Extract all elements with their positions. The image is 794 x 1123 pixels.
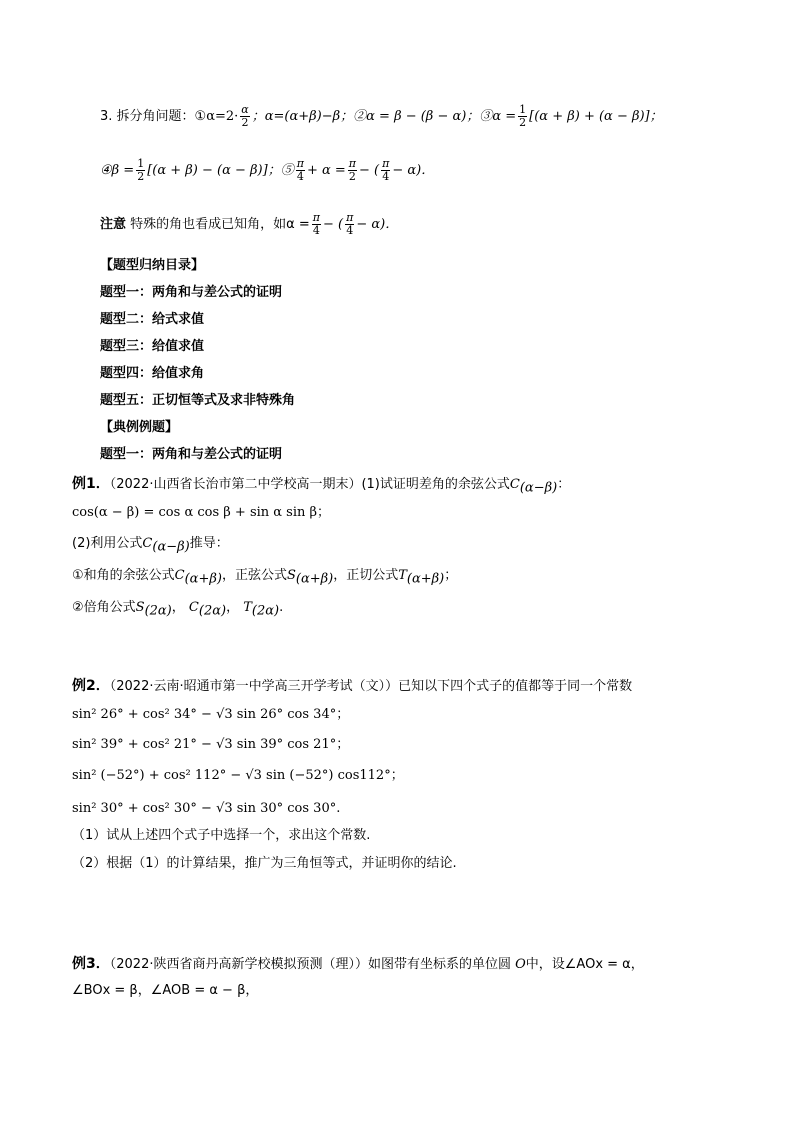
example-1-label: 例1． [72,476,110,492]
fraction: $\frac{\pi}{4}$ [312,211,320,237]
note-label: 注意 [100,217,127,232]
formula-part: ④β = [100,163,135,178]
fraction: $\frac{\pi}{4}$ [382,157,390,183]
formula-part: − α)． [392,163,435,178]
note-line [100,212,398,237]
formula-part: ；α=(α+β)−β；②α = β − (β − α)；③α = [251,109,517,124]
example-2-question-2: （2）根据（1）的计算结果，推广为三角恒等式，并证明你的结论. [72,856,457,871]
example-2-formula-4: sin² 30° + cos² 30° − √3 sin 30° cos 30°. [72,801,341,816]
catalog-item-5: 题型五：正切恒等式及求非特殊角 [100,393,296,408]
examples-first-type: 题型一：两角和与差公式的证明 [100,447,283,462]
catalog-item-4: 题型四：给值求角 [100,366,205,381]
catalog-item-3: 题型三：给值求值 [100,339,205,354]
split-angle-line-1 [100,104,663,129]
example-3-line-2: ∠BOx = β，∠AOB = α − β， [72,983,259,998]
example-2-question-1: （1）试从上述四个式子中选择一个，求出这个常数. [72,828,371,843]
catalog-item-2: 题型二：给式求值 [100,312,205,327]
example-2-formula-2: sin² 39° + cos² 21° − √3 sin 39° cos 21°； [72,737,350,752]
example-2-source: （2022·云南·昭通市第一中学高三开学考试（文））已知以下四个式子的值都等于同一个常数 [109,679,633,694]
example-1-part2: (2)利用公式$C_{(\alpha-\beta)}$推导： [72,536,229,555]
fraction: $\frac{1}{2}$ [137,157,145,183]
formula-part: − ( [323,217,344,232]
catalog-header: 【题型归纳目录】 [100,258,205,273]
note-text: 特殊的角也看成已知角，如α = [130,217,310,232]
fraction: $\frac{\alpha}{2}$ [241,103,249,129]
example-3-header: 例3．（2022·陕西省商丹高新学校模拟预测（理））如图带有坐标系的单位圆 O中，设∠AOx = α， [72,956,644,972]
fraction: $\frac{\pi}{4}$ [296,157,304,183]
fraction: $\frac{\pi}{4}$ [346,211,354,237]
example-2-formula-3: sin² (−52°) + cos² 112° − √3 sin (−52°) cos112°； [72,768,404,783]
example-1-double-angle: ②倍角公式$S_{(2\alpha)}$， $C_{(2\alpha)}$， $T_{(2\alpha)}$. [72,600,284,619]
formula-part: [(α + β) − (α − β)]；⑤ [147,163,294,178]
example-2-label: 例2． [72,678,110,694]
example-3-label: 例3． [72,956,110,972]
formula-part: + α = [306,163,346,178]
example-2-header [72,677,632,696]
split-angle-label: 3. 拆分角问题： [100,109,195,124]
example-1-header: 例1．（2022·山西省长治市第二中学校高一期末）(1)试证明差角的余弦公式$C_{(\alpha-\beta)}$： [72,476,571,496]
fraction: $\frac{\pi}{2}$ [348,157,357,183]
split-angle-line-2 [100,158,434,183]
formula-part: − α)． [356,217,399,232]
example-3-source: （2022·陕西省商丹高新学校模拟预测（理））如图带有坐标系的单位圆 [109,957,511,972]
formula-part: [(α + β) + (α − β)]； [529,109,663,124]
example-1-sum-formulas: ①和角的余弦公式$C_{(\alpha+\beta)}$，正弦公式$S_{(\alpha+\beta)}$，正切公式$T_{(\alpha+\beta)}$； [72,568,458,587]
examples-header: 【典例例题】 [100,420,179,435]
catalog-item-1: 题型一：两角和与差公式的证明 [100,285,283,300]
example-2-formula-1: sin² 26° + cos² 34° − √3 sin 26° cos 34°； [72,707,350,722]
formula-part: ①α=2· [194,109,239,124]
fraction: $\frac{1}{2}$ [519,103,527,129]
example-1-source: （2022·山西省长治市第二中学校高一期末）(1)试证明差角的余弦公式 [109,477,510,492]
formula-part: − ( [359,163,380,178]
example-1-formula: cos(α − β) = cos α cos β + sin α sin β； [72,505,331,520]
